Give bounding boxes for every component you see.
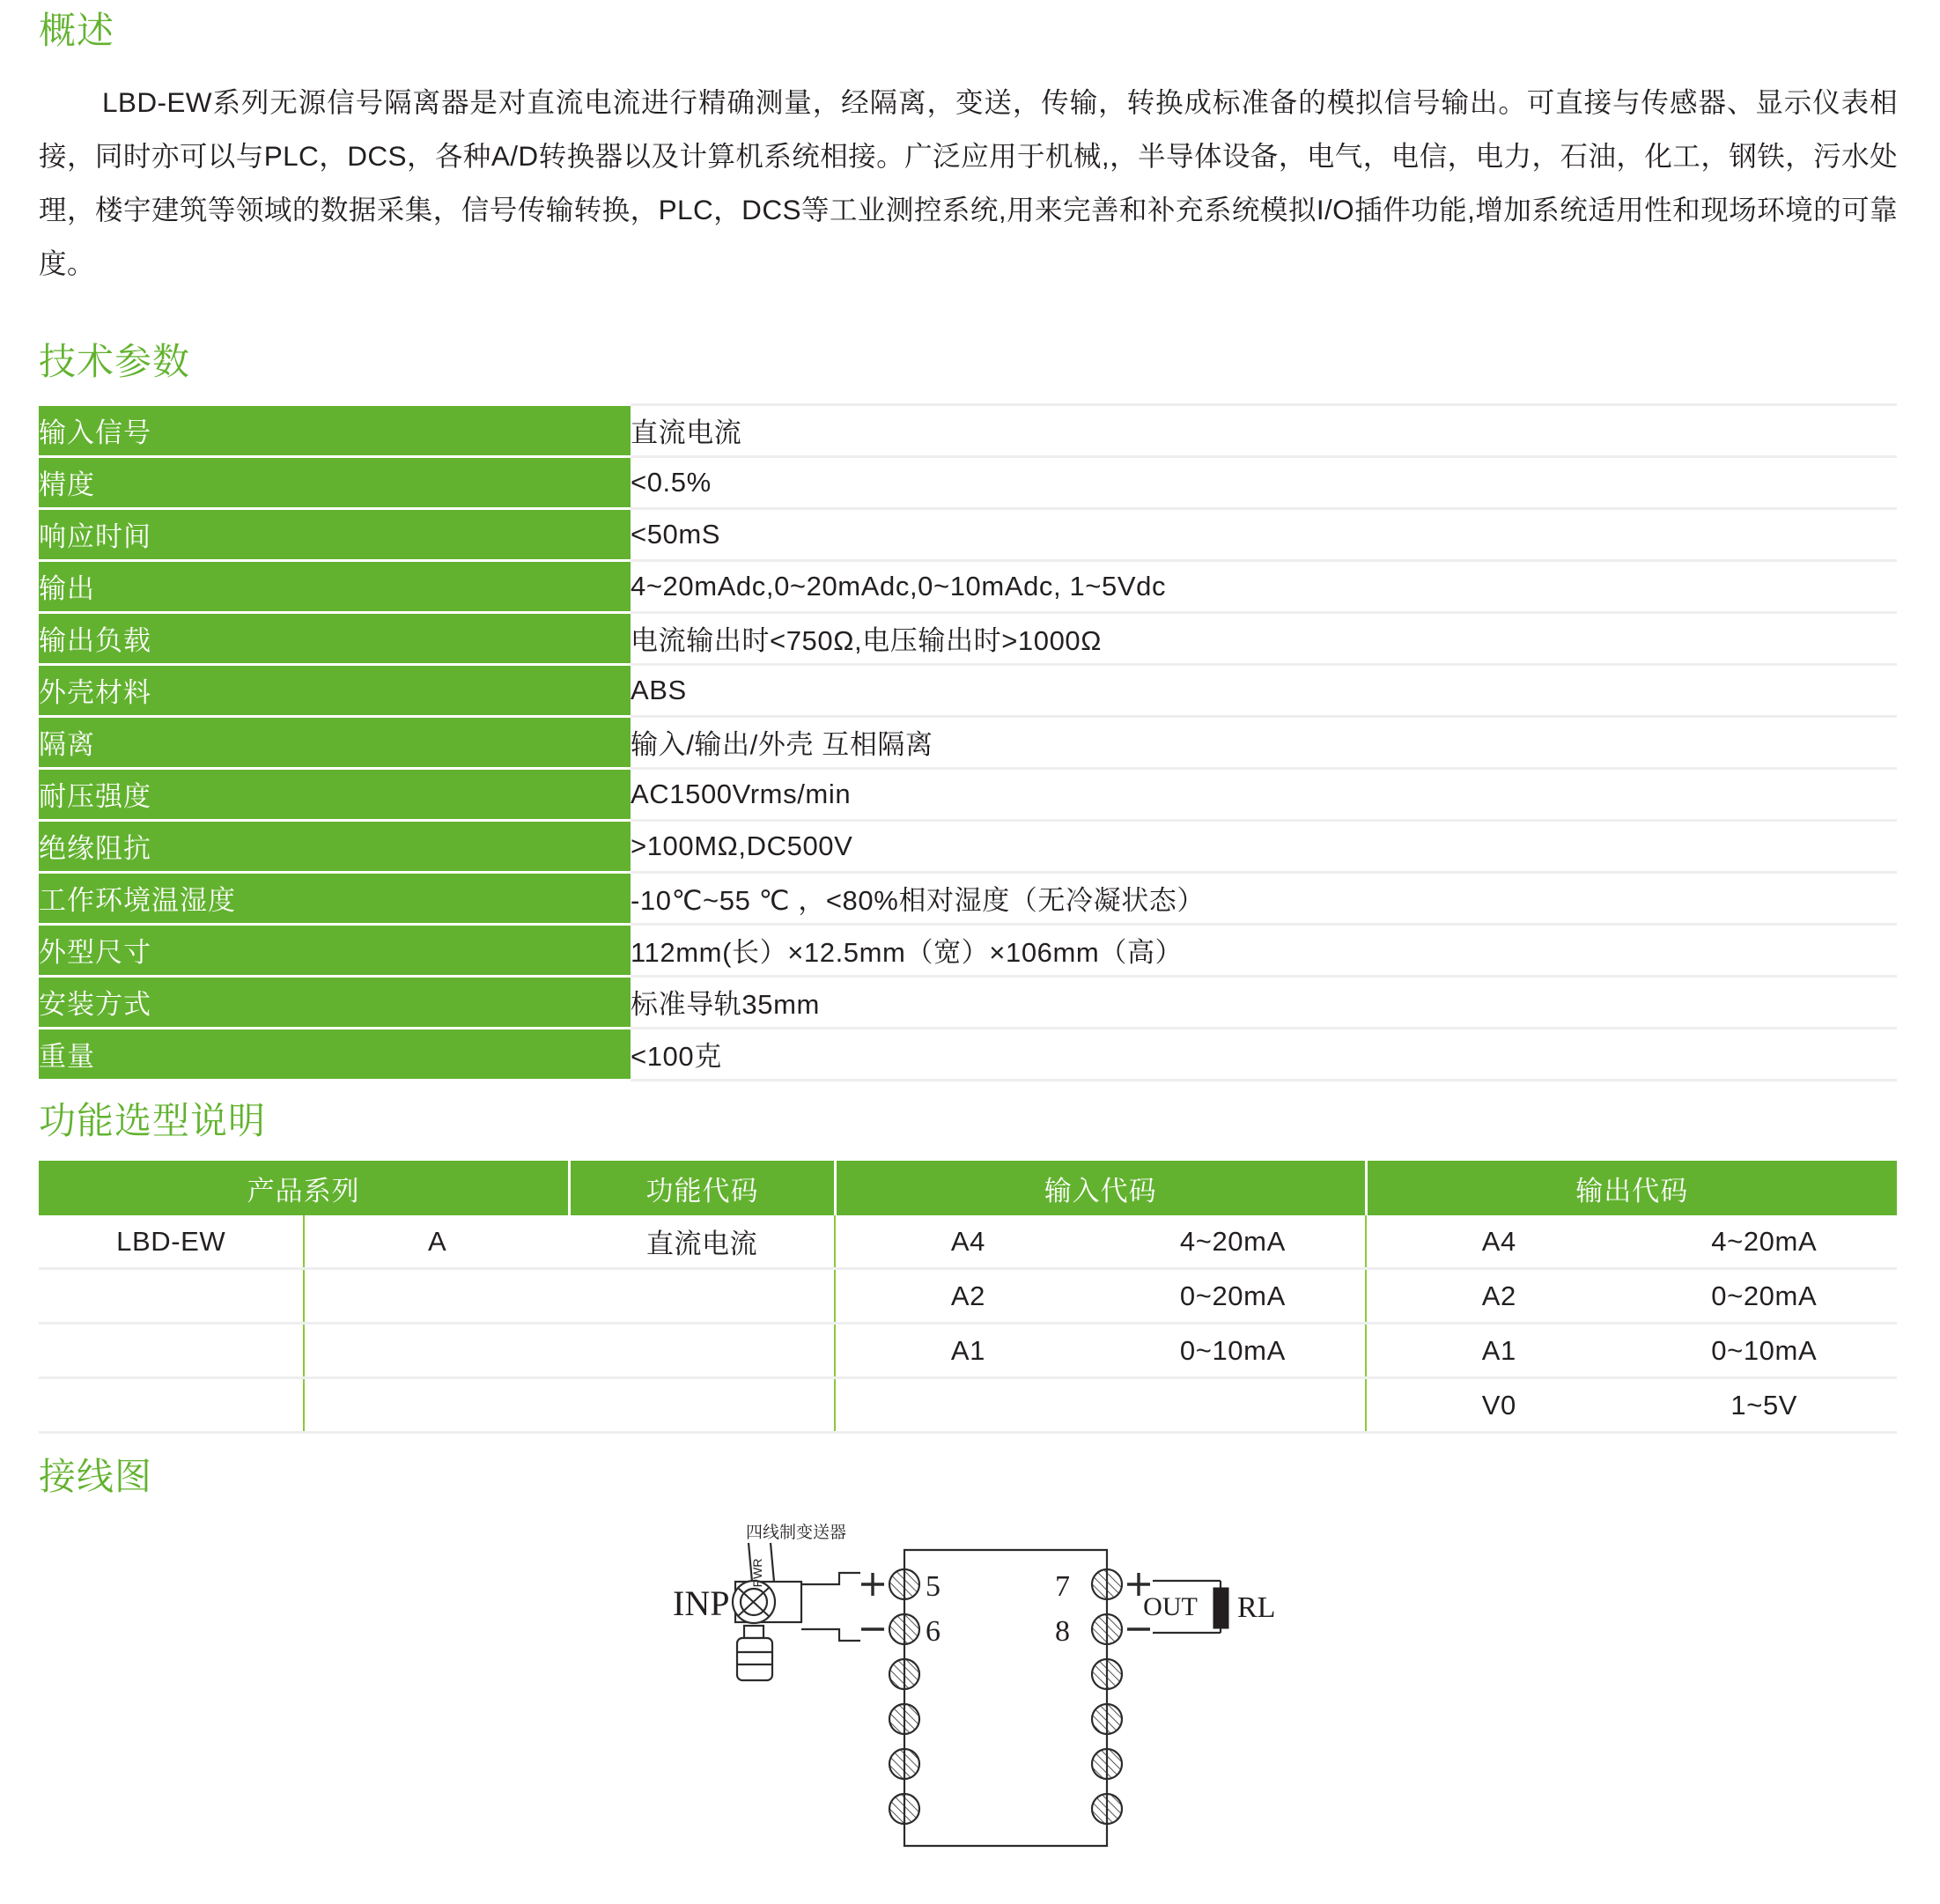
header-product-series: 产品系列 xyxy=(39,1161,570,1215)
left-polarity-marks xyxy=(861,1573,884,1629)
terminal-screw-right-4 xyxy=(1092,1704,1122,1734)
table-row xyxy=(39,820,1897,872)
table-row xyxy=(39,768,1897,820)
terminal-screw-5 xyxy=(889,1569,919,1599)
table-row xyxy=(39,1215,1897,1269)
spec-value-cell: >100MΩ,DC500V xyxy=(631,820,1897,872)
spec-value-cell: -10℃~55 ℃ ，<80%相对湿度（无冷凝状态） xyxy=(631,872,1897,924)
function-desc-cell xyxy=(570,1324,835,1378)
output-value-cell: 0~20mA xyxy=(1632,1269,1897,1324)
spec-value-cell: 直流电流 xyxy=(631,404,1897,456)
out-label: OUT xyxy=(1143,1592,1198,1622)
header-output-code: 输出代码 xyxy=(1366,1161,1897,1215)
terminal-number-7: 7 xyxy=(1055,1570,1070,1604)
pwr-label: PWR xyxy=(750,1558,764,1588)
overview-section-title: 概述 xyxy=(39,10,115,51)
output-code-cell: A2 xyxy=(1366,1269,1631,1324)
series-cell: LBD-EW xyxy=(39,1215,304,1269)
inp-label: INP xyxy=(673,1583,730,1624)
table-row xyxy=(39,664,1897,716)
spec-value-cell: <100克 xyxy=(631,1028,1897,1080)
tech-params-table xyxy=(39,403,1897,1081)
function-desc-cell xyxy=(570,1269,835,1324)
spec-value-cell: 4~20mAdc,0~20mAdc,0~10mAdc, 1~5Vdc xyxy=(631,560,1897,612)
terminal-screw-8 xyxy=(1092,1614,1122,1644)
header-input-code: 输入代码 xyxy=(835,1161,1366,1215)
spec-label-cell: 输出 xyxy=(39,560,631,612)
transmitter-process-body xyxy=(737,1638,772,1680)
spec-label-cell: 绝缘阻抗 xyxy=(39,820,631,872)
output-value-cell: 0~10mA xyxy=(1632,1324,1897,1378)
rl-label: RL xyxy=(1237,1591,1276,1625)
spec-value-cell: 输入/输出/外壳 互相隔离 xyxy=(631,716,1897,768)
spec-label-cell: 重量 xyxy=(39,1028,631,1080)
spec-label-cell: 隔离 xyxy=(39,716,631,768)
input-code-cell: A2 xyxy=(835,1269,1100,1324)
input-value-cell: 0~20mA xyxy=(1101,1269,1366,1324)
terminal-number-6: 6 xyxy=(926,1615,940,1649)
transmitter-neck xyxy=(744,1626,763,1638)
table-row xyxy=(39,404,1897,456)
table-row xyxy=(39,1324,1897,1378)
input-value-cell: 4~20mA xyxy=(1101,1215,1366,1269)
spec-value-cell: 电流输出时<750Ω,电压输出时>1000Ω xyxy=(631,612,1897,664)
wiring-diagram-container xyxy=(39,1518,1897,1871)
spec-value-cell: 标准导轨35mm xyxy=(631,976,1897,1028)
spec-label-cell: 外壳材料 xyxy=(39,664,631,716)
selection-section-title: 功能选型说明 xyxy=(39,1099,267,1141)
bottom-rail-wire xyxy=(904,1809,1107,1846)
function-desc-cell: 直流电流 xyxy=(570,1215,835,1269)
table-row xyxy=(39,1028,1897,1080)
input-lead-positive xyxy=(801,1573,860,1584)
terminal-screw-7 xyxy=(1092,1569,1122,1599)
output-code-cell: A1 xyxy=(1366,1324,1631,1378)
table-row xyxy=(39,560,1897,612)
output-code-cell: A4 xyxy=(1366,1215,1631,1269)
terminal-screw-right-3 xyxy=(1092,1659,1122,1689)
function-code-cell: A xyxy=(304,1215,569,1269)
series-cell xyxy=(39,1269,304,1324)
output-code-cell: V0 xyxy=(1366,1378,1631,1433)
input-code-cell: A4 xyxy=(835,1215,1100,1269)
load-resistor-symbol xyxy=(1213,1588,1228,1628)
table-row xyxy=(39,456,1897,508)
output-value-cell: 4~20mA xyxy=(1632,1215,1897,1269)
function-code-cell xyxy=(304,1324,569,1378)
input-code-cell xyxy=(835,1378,1100,1433)
four-wire-transmitter-symbol xyxy=(733,1543,801,1680)
spec-value-cell: <0.5% xyxy=(631,456,1897,508)
tech-params-section-title: 技术参数 xyxy=(39,340,191,382)
wiring-diagram xyxy=(660,1518,1276,1871)
spec-label-cell: 工作环境温湿度 xyxy=(39,872,631,924)
input-value-cell: 0~10mA xyxy=(1101,1324,1366,1378)
output-value-cell: 1~5V xyxy=(1632,1378,1897,1433)
spec-label-cell: 输出负载 xyxy=(39,612,631,664)
table-row xyxy=(39,1269,1897,1324)
overview-paragraph: LBD-EW系列无源信号隔离器是对直流电流进行精确测量，经隔离，变送，传输，转换成标准备的模拟信号输出。可直接与传感器、显示仪表相接，同时亦可以与PLC，DCS，各种A/D转换器以及计算机系统相接。广泛应用于机械,，半导体设备，电气，电信，电力，石油，化工，钢铁，污水处理，楼宇建筑等领域的数据采集，信号传输转换，PLC，DCS等工业测控系统,用来完善和补充系统模拟I/O插件功能,增加系统适用性和现场环境的可靠度。 xyxy=(39,86,1898,280)
spec-label-cell: 输入信号 xyxy=(39,404,631,456)
spec-value-cell: AC1500Vrms/min xyxy=(631,768,1897,820)
input-value-cell xyxy=(1101,1378,1366,1433)
function-desc-cell xyxy=(570,1378,835,1433)
table-row xyxy=(39,924,1897,976)
header-function-code: 功能代码 xyxy=(570,1161,835,1215)
terminal-screw-left-3 xyxy=(889,1659,919,1689)
table-row xyxy=(39,872,1897,924)
table-row xyxy=(39,1378,1897,1433)
spec-label-cell: 外型尺寸 xyxy=(39,924,631,976)
terminal-number-5: 5 xyxy=(926,1570,940,1604)
table-row xyxy=(39,716,1897,768)
terminal-screw-left-5 xyxy=(889,1749,919,1779)
function-code-cell xyxy=(304,1378,569,1433)
selection-table xyxy=(39,1161,1897,1434)
table-row xyxy=(39,612,1897,664)
terminal-number-8: 8 xyxy=(1055,1615,1070,1649)
spec-value-cell: <50mS xyxy=(631,508,1897,560)
terminal-screw-left-6 xyxy=(889,1794,919,1824)
pwr-wire-2 xyxy=(771,1543,774,1582)
terminal-screw-6 xyxy=(889,1614,919,1644)
input-lead-negative xyxy=(801,1629,860,1641)
table-row xyxy=(39,508,1897,560)
terminal-screw-right-6 xyxy=(1092,1794,1122,1824)
spec-label-cell: 耐压强度 xyxy=(39,768,631,820)
function-code-cell xyxy=(304,1269,569,1324)
spec-label-cell: 安装方式 xyxy=(39,976,631,1028)
series-cell xyxy=(39,1378,304,1433)
table-row xyxy=(39,976,1897,1028)
wiring-section-title: 接线图 xyxy=(39,1456,153,1498)
input-code-cell: A1 xyxy=(835,1324,1100,1378)
series-cell xyxy=(39,1324,304,1378)
terminal-screw-right-5 xyxy=(1092,1749,1122,1779)
spec-value-cell: 112mm(长）×12.5mm（宽）×106mm（高） xyxy=(631,924,1897,976)
top-rail-wire xyxy=(904,1550,1107,1569)
input-lead-wires xyxy=(801,1573,860,1641)
transmitter-label: 四线制变送器 xyxy=(745,1524,847,1543)
spec-label-cell: 精度 xyxy=(39,456,631,508)
spec-label-cell: 响应时间 xyxy=(39,508,631,560)
terminal-screw-left-4 xyxy=(889,1704,919,1734)
selection-header-row xyxy=(39,1161,1897,1215)
spec-value-cell: ABS xyxy=(631,664,1897,716)
